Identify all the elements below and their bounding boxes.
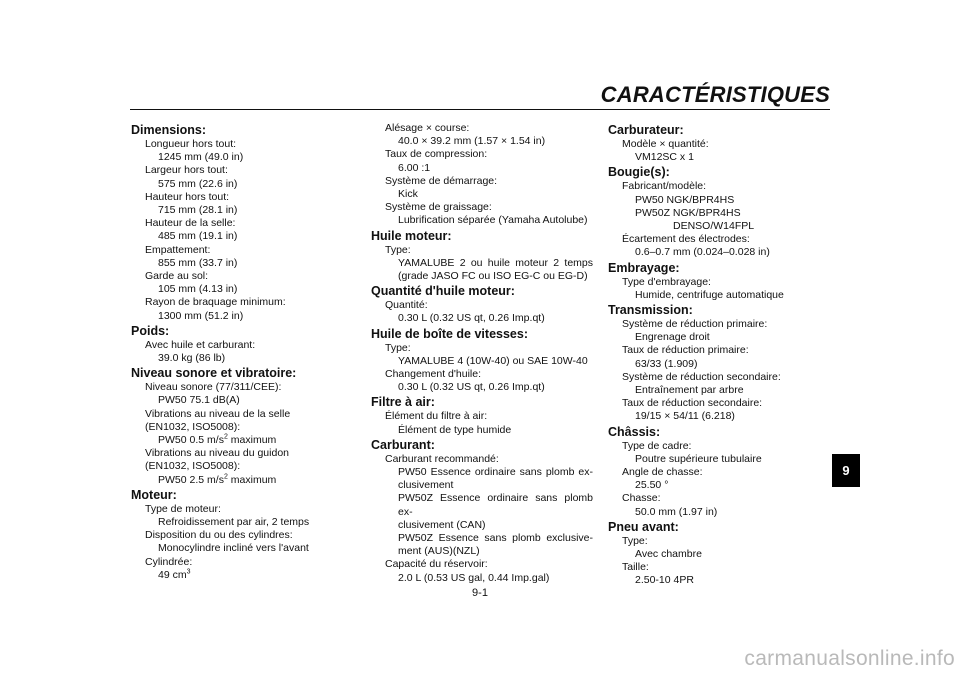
spec-line-text: Avec huile et carburant: (145, 338, 256, 351)
spec-line-text: 0.6–0.7 mm (0.024–0.028 in) (635, 246, 770, 259)
spec-line (131, 178, 331, 191)
spec-line (608, 289, 830, 302)
spec-line (131, 381, 331, 394)
spec-line-text: Angle de chasse: (622, 466, 703, 479)
spec-line-text: Kick (398, 188, 418, 201)
section-heading-text: Quantité d'huile moteur: (371, 284, 515, 299)
spec-line-text: YAMALUBE 2 ou huile moteur 2 temps (398, 256, 593, 269)
spec-line-text: DENSO/W14FPL (673, 220, 755, 233)
spec-line-text: Hauteur de la selle: (145, 217, 236, 230)
spec-line (371, 519, 593, 532)
spec-line (608, 561, 830, 574)
spec-line-text: (EN1032, ISO5008): (145, 420, 241, 433)
spec-line-text: Type d'embrayage: (622, 275, 711, 288)
spec-line (608, 138, 830, 151)
spec-line (131, 556, 331, 569)
spec-line (371, 214, 593, 227)
spec-line-suffix: maximum (227, 434, 277, 447)
spec-line (131, 191, 331, 204)
spec-line (131, 217, 331, 230)
spec-line (131, 447, 331, 460)
spec-line-text: Refroidissement par air, 2 temps (158, 516, 310, 529)
spec-line (608, 220, 830, 233)
spec-line (608, 276, 830, 289)
spec-line-text: 1300 mm (51.2 in) (158, 309, 244, 322)
spec-line-text: Longueur hors tout: (145, 138, 237, 150)
section-heading (608, 164, 830, 180)
spec-line-text: Poutre supérieure tubulaire (635, 452, 762, 465)
spec-line (131, 460, 331, 473)
superscript: 2 (223, 473, 228, 481)
section-heading-text: Huile de boîte de vitesses: (371, 326, 528, 341)
spec-line-text: Rayon de braquage minimum: (145, 296, 286, 309)
spec-line (371, 479, 593, 492)
spec-line (371, 368, 593, 381)
spec-line-text: PW50Z NGK/BPR4HS (635, 206, 741, 219)
spec-line (608, 246, 830, 259)
spec-line-text: Niveau sonore (77/311/CEE): (145, 381, 282, 394)
spec-line-text: Capacité du réservoir: (385, 558, 488, 571)
section-heading (371, 326, 593, 342)
spec-line (608, 506, 830, 519)
section-heading-text: Pneu avant: (608, 519, 679, 534)
spec-line (608, 371, 830, 384)
spec-line-text: Chasse: (622, 492, 661, 505)
spec-line-text: PW50 2.5 m/s (158, 473, 224, 486)
spec-line-text: 49 cm (158, 568, 187, 581)
spec-line (608, 358, 830, 371)
spec-line (371, 492, 593, 518)
spec-line-text: 63/33 (1.909) (635, 357, 698, 370)
spec-line-text: 2.0 L (0.53 US gal, 0.44 Imp.gal) (398, 571, 550, 584)
spec-line (371, 466, 593, 479)
section-heading (131, 487, 331, 503)
section-heading (131, 122, 331, 138)
spec-line-text: Écartement des électrodes: (622, 233, 750, 246)
spec-line (371, 201, 593, 214)
spec-line (371, 148, 593, 161)
spec-line (131, 151, 331, 164)
spec-line (608, 440, 830, 453)
spec-line-text: Lubrification séparée (Yamaha Autolube) (398, 214, 588, 227)
spec-line-text: PW50Z Essence ordinaire sans plomb ex- (398, 492, 593, 518)
spec-line (371, 381, 593, 394)
spec-line (608, 331, 830, 344)
spec-line (371, 572, 593, 585)
spec-line-text: 485 mm (19.1 in) (158, 230, 238, 243)
spec-line (131, 244, 331, 257)
section-heading (371, 228, 593, 244)
spec-line (371, 299, 593, 312)
spec-line-text: 39.0 kg (86 lb) (158, 352, 226, 365)
spec-line (371, 532, 593, 545)
spec-line-text: Monocylindre incliné vers l'avant (158, 542, 309, 555)
spec-line-text: PW50 75.1 dB(A) (158, 394, 240, 407)
spec-line-text: 19/15 × 54/11 (6.218) (635, 410, 735, 423)
spec-line-text: 25.50 ° (635, 479, 669, 492)
spec-line (608, 574, 830, 587)
spec-line-text: 6.00 :1 (398, 161, 431, 174)
spec-line-text: Humide, centrifuge automatique (635, 288, 784, 301)
spec-line (608, 384, 830, 397)
section-heading (608, 519, 830, 535)
section-heading (131, 323, 331, 339)
spec-line (131, 296, 331, 309)
spec-line (131, 339, 331, 352)
section-heading-text: Huile moteur: (371, 228, 452, 243)
section-tab: 9 (832, 454, 860, 487)
spec-line (371, 545, 593, 558)
section-heading (608, 302, 830, 318)
page-title: CARACTÉRISTIQUES (600, 82, 830, 107)
spec-line-text: Système de réduction primaire: (622, 318, 768, 331)
spec-line (131, 516, 331, 529)
page-number: 9-1 (472, 587, 488, 599)
spec-line-text: 0.30 L (0.32 US qt, 0.26 Imp.qt) (398, 312, 545, 325)
spec-line-text: PW50 0.5 m/s (158, 434, 224, 447)
spec-line (371, 453, 593, 466)
spec-line (131, 542, 331, 555)
section-heading-text: Moteur: (131, 487, 177, 502)
spec-column-1 (131, 122, 331, 582)
spec-line-text: 0.30 L (0.32 US qt, 0.26 Imp.qt) (398, 381, 545, 394)
spec-line-text: Hauteur hors tout: (145, 190, 230, 203)
spec-line-text: VM12SC x 1 (635, 151, 694, 164)
spec-line (371, 312, 593, 325)
spec-line (131, 164, 331, 177)
section-heading-text: Carburateur: (608, 123, 684, 137)
spec-line (371, 175, 593, 188)
spec-line-text: Alésage × course: (385, 122, 470, 134)
spec-line (371, 270, 593, 283)
spec-line (608, 318, 830, 331)
spec-line (608, 180, 830, 193)
spec-line (131, 474, 331, 487)
spec-line (131, 230, 331, 243)
spec-line-text: Vibrations au niveau du guidon (145, 447, 290, 460)
spec-line (371, 188, 593, 201)
spec-line-text: PW50Z Essence sans plomb exclusive- (398, 532, 593, 545)
spec-line (608, 233, 830, 246)
spec-line-text: Largeur hors tout: (145, 164, 228, 177)
spec-line-text: Élément de type humide (398, 423, 512, 436)
spec-line (608, 410, 830, 423)
superscript: 2 (223, 433, 228, 441)
spec-line (608, 344, 830, 357)
spec-line-text: Taux de réduction secondaire: (622, 397, 763, 410)
spec-line (131, 434, 331, 447)
spec-line (371, 257, 593, 270)
spec-line-text: clusivement (CAN) (398, 518, 486, 531)
header-rule (130, 109, 830, 110)
spec-line (608, 535, 830, 548)
section-heading (131, 365, 331, 381)
spec-line (608, 151, 830, 164)
spec-line-text: Type: (622, 534, 648, 547)
spec-line-text: Vibrations au niveau de la selle (145, 407, 291, 420)
spec-line-text: 715 mm (28.1 in) (158, 204, 238, 217)
spec-line-text: ment (AUS)(NZL) (398, 545, 480, 558)
section-heading (371, 437, 593, 453)
superscript: 3 (186, 568, 191, 576)
section-heading-text: Niveau sonore et vibratoire: (131, 366, 297, 381)
spec-line (608, 466, 830, 479)
spec-line (608, 207, 830, 220)
spec-line (131, 352, 331, 365)
section-heading-text: Bougie(s): (608, 165, 670, 180)
spec-line-text: Système de réduction secondaire: (622, 370, 781, 383)
spec-line-text: Carburant recommandé: (385, 452, 499, 465)
spec-line-text: Garde au sol: (145, 270, 209, 283)
watermark: carmanualsonline.info (744, 647, 955, 670)
spec-line-text: Entraînement par arbre (635, 384, 744, 397)
spec-line (131, 394, 331, 407)
spec-line (608, 548, 830, 561)
spec-line-text: 105 mm (4.13 in) (158, 283, 238, 296)
section-heading-text: Transmission: (608, 303, 693, 318)
section-heading (371, 394, 593, 410)
spec-line-text: Empattement: (145, 243, 211, 256)
spec-line-text: Changement d'huile: (385, 368, 481, 381)
spec-line (131, 204, 331, 217)
spec-line (131, 257, 331, 270)
spec-line-text: Élément du filtre à air: (385, 410, 488, 423)
spec-line-text: (EN1032, ISO5008): (145, 460, 241, 473)
spec-line-text: 40.0 × 39.2 mm (1.57 × 1.54 in) (398, 135, 546, 148)
spec-line-text: Cylindrée: (145, 555, 193, 568)
spec-line (608, 453, 830, 466)
spec-line-text: Taille: (622, 561, 649, 574)
spec-line (371, 424, 593, 437)
spec-line-suffix: maximum (227, 473, 277, 486)
spec-line-text: Avec chambre (635, 548, 702, 561)
section-heading (608, 424, 830, 440)
spec-line-text: Quantité: (385, 299, 428, 312)
spec-line (371, 162, 593, 175)
spec-line-text: Modèle × quantité: (622, 138, 709, 150)
spec-line (131, 569, 331, 582)
spec-line (608, 397, 830, 410)
spec-line-text: Type: (385, 341, 411, 354)
spec-line (371, 410, 593, 423)
spec-line (131, 310, 331, 323)
spec-line (371, 355, 593, 368)
spec-line-text: 50.0 mm (1.97 in) (635, 505, 718, 518)
spec-line (131, 421, 331, 434)
spec-line-text: Système de démarrage: (385, 174, 498, 187)
spec-line (371, 135, 593, 148)
section-heading (371, 283, 593, 299)
spec-line (608, 492, 830, 505)
spec-line-text: 1245 mm (49.0 in) (158, 151, 244, 164)
section-heading (608, 260, 830, 276)
spec-line-text: (grade JASO FC ou ISO EG-C ou EG-D) (398, 270, 588, 283)
spec-column-3 (608, 122, 830, 588)
spec-line-text: Type de moteur: (145, 502, 221, 515)
spec-line-text: Taux de réduction primaire: (622, 344, 749, 357)
spec-line (371, 122, 593, 135)
spec-line-text: Fabricant/modèle: (622, 180, 707, 193)
spec-line-text: Système de graissage: (385, 201, 492, 214)
spec-line (131, 408, 331, 421)
spec-line (608, 194, 830, 207)
section-heading-text: Dimensions: (131, 123, 207, 137)
spec-line (131, 283, 331, 296)
spec-line-text: PW50 Essence ordinaire sans plomb ex- (398, 466, 593, 479)
spec-column-2 (371, 122, 593, 585)
section-heading-text: Carburant: (371, 437, 435, 452)
spec-line (131, 138, 331, 151)
spec-line (131, 270, 331, 283)
spec-line (371, 342, 593, 355)
spec-line-text: Taux de compression: (385, 148, 488, 161)
section-heading-text: Poids: (131, 323, 170, 338)
section-heading-text: Châssis: (608, 424, 661, 439)
spec-line-text: 575 mm (22.6 in) (158, 177, 238, 190)
spec-line (371, 558, 593, 571)
spec-line-text: Type de cadre: (622, 439, 692, 452)
spec-line (131, 529, 331, 542)
spec-line-text: clusivement (398, 479, 454, 492)
section-heading-text: Filtre à air: (371, 395, 435, 410)
section-heading (608, 122, 830, 138)
spec-line (371, 244, 593, 257)
spec-line-text: Engrenage droit (635, 331, 710, 344)
spec-line-text: Disposition du ou des cylindres: (145, 529, 293, 542)
spec-line-text: 855 mm (33.7 in) (158, 256, 238, 269)
spec-line (608, 479, 830, 492)
spec-line-text: Type: (385, 243, 411, 256)
spec-line-text: 2.50-10 4PR (635, 574, 694, 587)
section-heading-text: Embrayage: (608, 260, 680, 275)
spec-line (131, 503, 331, 516)
spec-line-text: PW50 NGK/BPR4HS (635, 193, 735, 206)
spec-line-text: YAMALUBE 4 (10W-40) ou SAE 10W-40 (398, 354, 588, 367)
